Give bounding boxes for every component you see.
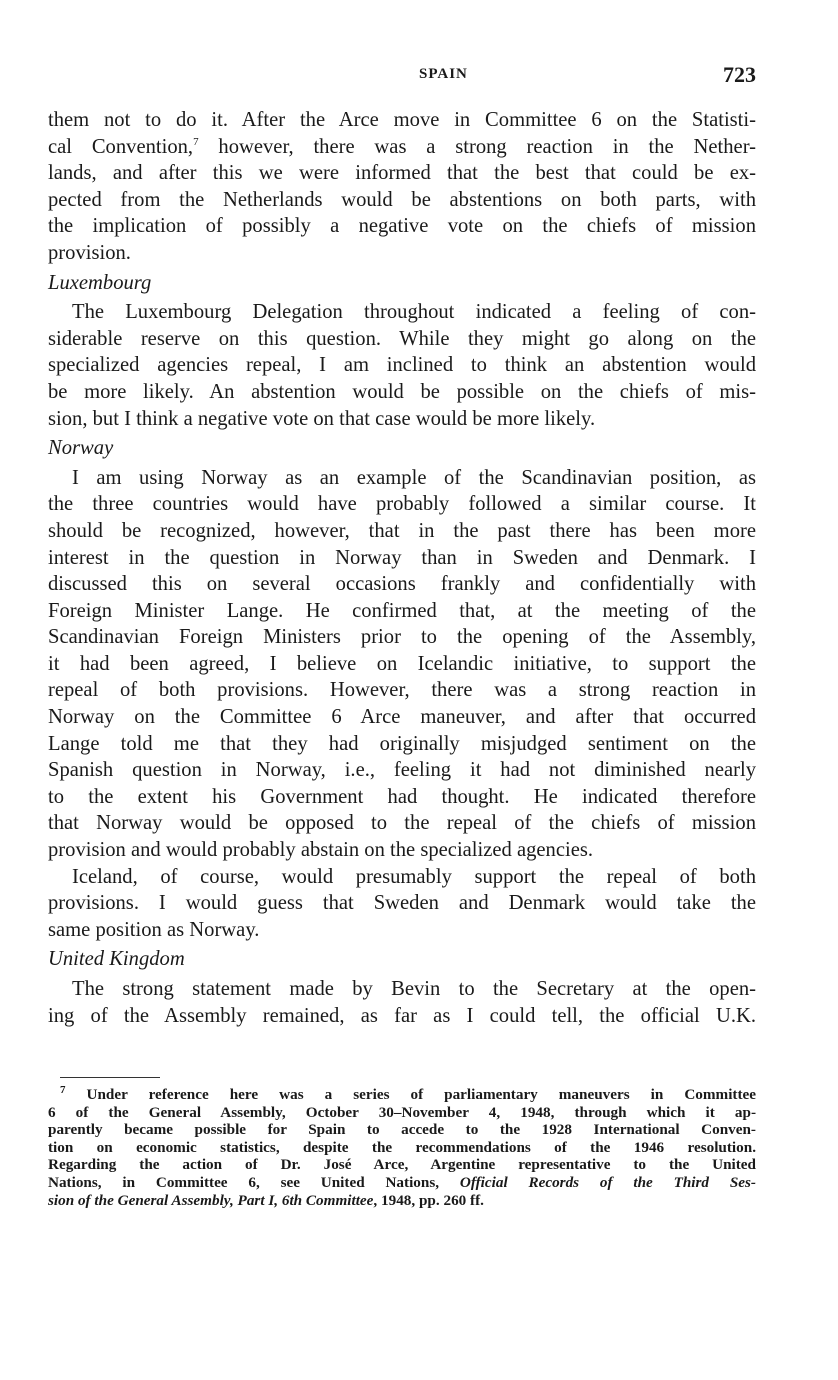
footnote-divider <box>60 1077 160 1078</box>
text-span: Nations, in Committee 6, see United Nations, <box>48 1173 460 1191</box>
paragraph-norway <box>48 465 756 864</box>
text-line <box>48 134 756 161</box>
text-line: interest in the question in Norway than in Sweden and Denmark. I <box>48 546 756 569</box>
footnote-line: tion on economic statistics, despite the recommendations of the 1946 resolution. <box>48 1138 756 1156</box>
text-line: provisions. I would guess that Sweden and Denmark would take the <box>48 892 756 915</box>
text-line: provision and would probably abstain on the specialized agencies. <box>48 839 594 862</box>
text-line: repeal of both provisions. However, there was a strong reaction in <box>48 679 756 702</box>
text-line: The Luxembourg Delegation throughout indicated a feeling of con- <box>72 301 756 324</box>
text-line: Iceland, of course, would presumably support the repeal of both <box>72 865 756 888</box>
text-line: Spanish question in Norway, i.e., feeling it had not diminished nearly <box>48 759 756 782</box>
text-line: sion, but I think a negative vote on that case would be more likely. <box>48 407 596 430</box>
text-line: lands, and after this we were informed that the best that could be ex- <box>48 162 756 185</box>
section-heading-united-kingdom: United Kingdom <box>48 948 185 971</box>
text-line: I am using Norway as an example of the Scandinavian position, as <box>72 466 756 489</box>
text-line: Norway on the Committee 6 Arce maneuver, and after that occurred <box>48 706 756 729</box>
text-line: The strong statement made by Bevin to the Secretary at the open- <box>72 978 756 1000</box>
paragraph-united-kingdom <box>48 976 756 1029</box>
footnote-line <box>48 1086 756 1104</box>
text-line: the three countries would have probably followed a similar course. It <box>48 493 756 516</box>
text-span: Under reference here was a series of parliamentary maneuvers in Committee <box>86 1086 756 1103</box>
footnote-line <box>48 1174 756 1192</box>
citation-title: sion of the General Assembly, Part I, 6th Committee <box>48 1191 374 1209</box>
citation-title: Official Records of the Third Ses- <box>459 1173 756 1191</box>
text-line: them not to do it. After the Arce move in Committee 6 on the Statisti- <box>48 109 756 131</box>
paragraph-iceland <box>48 864 756 944</box>
text-line: Scandinavian Foreign Ministers prior to the opening of the Assembly, <box>48 626 756 649</box>
text-line: pected from the Netherlands would be abstentions on both parts, with <box>48 188 756 211</box>
text-line: same position as Norway. <box>48 918 260 941</box>
text-line: Lange told me that they had originally misjudged sentiment on the <box>48 732 756 755</box>
paragraph-netherlands <box>48 107 756 267</box>
footnote-number: 7 <box>60 1086 66 1096</box>
text-line: to the extent his Government had thought. He indicated therefore <box>48 785 756 808</box>
section-heading-luxembourg: Luxembourg <box>48 271 152 294</box>
page-number: 723 <box>723 62 756 87</box>
paragraph-luxembourg <box>48 299 756 432</box>
text-line: provision. <box>48 241 131 264</box>
text-span: cal Convention, <box>48 135 194 158</box>
footnote-ref: 7 <box>193 135 199 148</box>
footnote-line: Regarding the action of Dr. José Arce, Argentine representative to the United <box>48 1156 756 1174</box>
running-title: SPAIN <box>419 66 468 82</box>
section-heading-norway: Norway <box>48 437 114 460</box>
text-line: it had been agreed, I believe on Icelandic initiative, to support the <box>48 652 756 675</box>
footnote-line <box>48 1192 756 1210</box>
text-line: that Norway would be opposed to the repeal of the chiefs of mission <box>48 812 756 835</box>
text-line: should be recognized, however, that in the past there has been more <box>48 519 756 542</box>
text-line: Foreign Minister Lange. He confirmed that, at the meeting of the <box>48 599 756 622</box>
running-head <box>48 62 756 92</box>
body-text <box>48 107 756 1029</box>
text-line: specialized agencies repeal, I am inclined to think an abstention would <box>48 354 756 377</box>
footnote-line: 6 of the General Assembly, October 30–November 4, 1948, through which it ap- <box>48 1103 756 1121</box>
text-span: however, there was a strong reaction in the Nether- <box>198 135 756 158</box>
footnote-block <box>48 1086 756 1209</box>
text-line: the implication of possibly a negative vote on the chiefs of mission <box>48 215 756 238</box>
text-line: ing of the Assembly remained, as far as I could tell, the official U.K. <box>48 1004 756 1027</box>
text-span: , 1948, pp. 260 ff. <box>373 1191 484 1209</box>
text-line: discussed this on several occasions frankly and confidentially with <box>48 573 756 596</box>
text-line: siderable reserve on this question. While they might go along on the <box>48 327 756 350</box>
footnote-line: parently became possible for Spain to accede to the 1928 International Conven- <box>48 1121 756 1139</box>
text-line: be more likely. An abstention would be possible on the chiefs of mis- <box>48 380 756 403</box>
